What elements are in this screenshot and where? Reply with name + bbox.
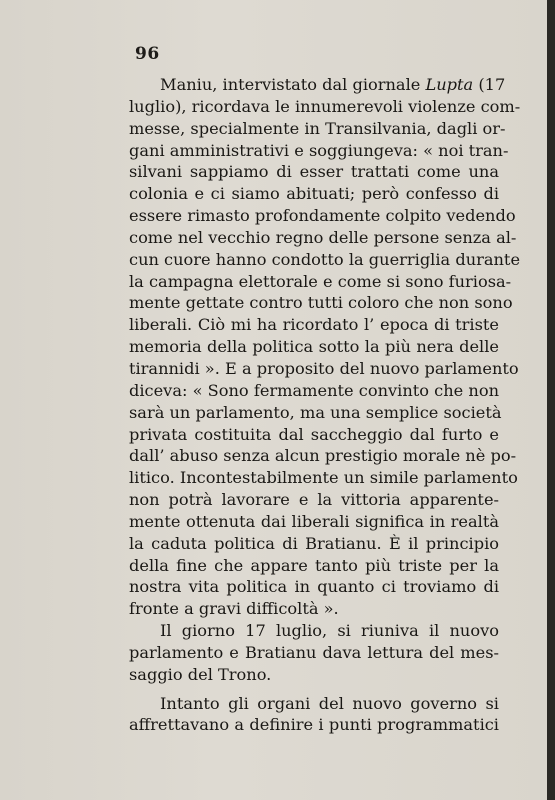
text-line: colonia e ci siamo abituati; però confesso di — [129, 184, 499, 204]
paragraph-gap — [129, 686, 499, 693]
text-line: mente ottenuta dai liberali significa in realtà — [129, 511, 499, 531]
page-edge-shadow — [547, 0, 555, 800]
text-line: parlamento e Bratianu dava lettura del mes- — [129, 642, 499, 662]
text-line: fronte a gravi difficoltà ». — [129, 599, 339, 619]
text-line: affrettavano a definire i punti programmatici — [129, 715, 499, 735]
text-line: mente gettate contro tutti coloro che non sono — [129, 293, 513, 313]
page-number: 96 — [135, 44, 160, 64]
text-line: della fine che appare tanto più triste per la — [129, 555, 499, 575]
text-line: memoria della politica sotto la più nera delle — [129, 337, 499, 357]
text-line: litico. Incontestabilmente un simile parlamento — [129, 468, 518, 488]
text-line: saggio del Trono. — [129, 664, 272, 684]
text-line: Il giorno 17 luglio, si riuniva il nuovo — [160, 621, 499, 641]
text-line: essere rimasto profondamente colpito vedendo — [129, 206, 516, 226]
text-line: messe, specialmente in Transilvania, dagli or- — [129, 118, 506, 138]
text-line: luglio), ricordava le innumerevoli violenze com- — [129, 96, 521, 116]
body-text — [129, 74, 521, 736]
text-line: Intanto gli organi del nuovo governo si — [160, 693, 499, 713]
text-line: privata costituita dal saccheggio dal furto e — [129, 424, 499, 444]
text-line: liberali. Ciò mi ha ricordato l’ epoca di triste — [129, 315, 499, 335]
text-line: diceva: « Sono fermamente convinto che non — [129, 380, 499, 400]
text-line: come nel vecchio regno delle persone senza al- — [129, 227, 517, 247]
text-line: non potrà lavorare e la vittoria apparente- — [129, 490, 499, 510]
text-line: dall’ abuso senza alcun prestigio morale nè po- — [129, 446, 517, 466]
text-line: silvani sappiamo di esser trattati come una — [129, 162, 499, 182]
text-segment: (17 — [473, 75, 506, 94]
text-line: cun cuore hanno condotto la guerriglia durante — [129, 249, 521, 269]
text-line: tirannidi ». E a proposito del nuovo parlamento — [129, 358, 519, 378]
newspaper-title: Lupta — [425, 75, 474, 94]
text-line: la campagna elettorale e come si sono furiosa- — [129, 271, 512, 291]
text-line: sarà un parlamento, ma una semplice società — [129, 402, 502, 422]
text-line: la caduta politica di Bratianu. È il principio — [129, 533, 499, 553]
text-segment: Maniu, intervistato dal giornale — [160, 75, 426, 94]
text-line: gani amministrativi e soggiungeva: « noi tran- — [129, 140, 509, 160]
text-line — [129, 74, 506, 96]
text-line: nostra vita politica in quanto ci troviamo di — [129, 577, 499, 597]
